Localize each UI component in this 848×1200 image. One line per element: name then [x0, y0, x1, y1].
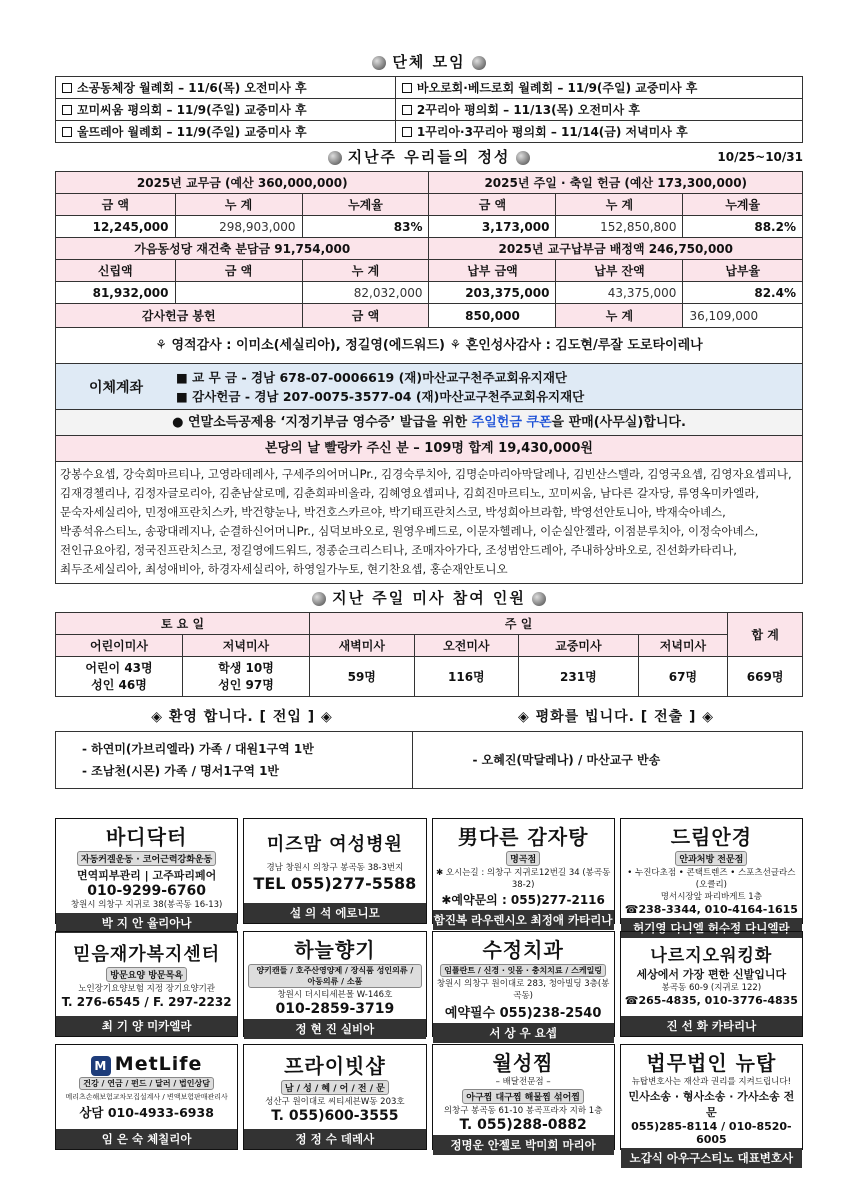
ad-tags: 명곡점	[506, 851, 540, 866]
ad-desc: 면역피부관리 | 고주파리페어	[77, 869, 217, 882]
ad-tags: 양키캔들 / 호주산영양제 / 장식품 성인의류 / 아동의류 / 소품	[248, 964, 421, 988]
main-count: 231명	[519, 657, 639, 697]
ad-name: 드림안경	[670, 825, 753, 849]
group-item: 소공동체장 월례회 – 11/6(목) 오전미사 후	[56, 77, 396, 99]
ad-desc: 창원시 의창구 원이대로 283, 청아빌딩 3층(봉곡동)	[436, 979, 610, 1001]
ad-desc: 메리츠손해보험교차모집설계사 / 변액보험판매관리사	[65, 1093, 228, 1101]
ad-card	[55, 818, 238, 930]
thanks-total: 36,109,000	[683, 304, 803, 328]
ad-card	[620, 931, 803, 1037]
ad-desc: 경남 창원시 의창구 봉곡동 38-3번지	[266, 862, 404, 873]
ad-name: 수정치과	[482, 938, 564, 962]
welcome-item: - 하연미(가브리엘라) 가족 / 대원1구역 1반	[82, 742, 314, 756]
ad-card	[620, 1044, 803, 1165]
ad-tags: 남 / 성 / 혜 / 어 / 전 / 문	[281, 1080, 389, 1095]
sat-evening-count: 성인 97명	[218, 677, 274, 692]
bullet-ball-icon	[372, 56, 386, 70]
build-new: 81,932,000	[56, 282, 176, 304]
col-header: 신립액	[56, 260, 176, 282]
sun-evening-count: 67명	[638, 657, 728, 697]
thanks-line: ⚘ 영적감사 : 이미소(세실리아), 정길영(에드워드) ⚘ 혼인성사감사 : 김도현/루잘 도로타이레나	[55, 328, 803, 364]
farewell-list	[413, 731, 804, 789]
col-header: 누 계	[302, 260, 429, 282]
morning-count: 116명	[414, 657, 519, 697]
ad-card	[55, 931, 238, 1037]
col-header: 누 계	[175, 194, 302, 216]
ad-phone: TEL 055)277-5588	[253, 873, 417, 893]
ad-desc: 의창구 봉곡동 61-10 봉곡프라자 지하 1층	[443, 1106, 603, 1116]
sunday-header: 주 일	[309, 613, 727, 635]
ad-name: 법무법인 뉴탑	[646, 1051, 777, 1075]
ad-phone: ☎265-4835, 010-3776-4835	[624, 994, 798, 1007]
ad-owner: 박 지 안 율리아나	[56, 913, 237, 933]
col-header: 금 액	[429, 194, 556, 216]
ad-owner: 설 의 석 에로니모	[244, 903, 425, 923]
ad-name: 바디닥터	[105, 825, 188, 849]
sat-evening-count: 학생 10명	[218, 660, 274, 675]
transfer-box	[55, 364, 803, 410]
ad-address: 창원시 의창구 지귀로 38(봉곡동 16-13)	[70, 900, 223, 910]
diocese-balance: 43,375,000	[556, 282, 683, 304]
ad-phone: T. 276-6545 / F. 297-2232	[61, 994, 232, 1009]
ad-card	[432, 931, 615, 1040]
child-mass-count: 어린이 43명	[85, 660, 153, 675]
col-header: 교중미사	[519, 635, 639, 657]
coupon-highlight: 주일헌금 쿠폰	[471, 415, 552, 430]
offering-title: 지난주 우리들의 정성 10/25~10/31	[55, 143, 803, 171]
ad-tags: 건강 / 연금 / 펀드 / 달러 / 법인상담	[79, 1077, 214, 1090]
ad-desc: 창원시 더시티세븐몰 W-146호	[277, 990, 393, 1000]
sunday-title: 2025년 주일 · 축일 헌금 (예산 173,300,000)	[429, 172, 803, 194]
ad-card	[432, 818, 615, 927]
ad-owner: 서 상 우 요셉	[433, 1023, 614, 1043]
ad-owner: 임 은 숙 체칠리아	[56, 1129, 237, 1149]
ad-phone: T. 055)288-0882	[459, 1117, 587, 1133]
col-header: 금 액	[302, 304, 429, 328]
offering-period: 10/25~10/31	[717, 150, 803, 164]
group-item: 울뜨레아 월례회 – 11/9(주일) 교중미사 후	[56, 121, 396, 143]
sunday-total: 152,850,800	[556, 216, 683, 238]
group-item: 꼬미씨움 평의회 – 11/9(주일) 교중미사 후	[56, 99, 396, 121]
ad-address: – 배달전문점 –	[495, 1077, 551, 1087]
bullet-ball-icon	[532, 592, 546, 606]
ad-name: 하늘향기	[294, 938, 376, 962]
checkbox-icon	[62, 127, 72, 137]
attendance-table	[55, 612, 803, 697]
ad-desc: • 누진다초점 • 콘택트렌즈 • 스포츠선글라스(오클리)	[627, 868, 796, 890]
col-header: 금 액	[175, 260, 302, 282]
gyomu-rate: 83%	[302, 216, 429, 238]
total-count: 669명	[728, 657, 803, 697]
col-header: 저녁미사	[638, 635, 728, 657]
ads-grid	[55, 818, 803, 1165]
ad-desc: 민사소송 · 형사소송 · 가사소송 전문	[628, 1090, 795, 1119]
ad-phone: 상담 010-4933-6938	[79, 1105, 214, 1120]
ad-owner: 함진복 라우렌시오 최정애 카타리나	[433, 910, 614, 930]
ad-phone: 예약필수 055)238-2540	[444, 1006, 602, 1021]
checkbox-icon	[402, 105, 412, 115]
bullet-ball-icon	[516, 151, 530, 165]
ad-tags: 안과처방 전문점	[675, 851, 747, 866]
transfer-label: 이체계좌	[88, 379, 144, 396]
offering-table	[55, 171, 803, 328]
col-header: 납부율	[683, 260, 803, 282]
saturday-header: 토 요 일	[56, 613, 310, 635]
ad-address: 명서시장앞 파리바게트 1층	[660, 892, 762, 902]
thanks-title: 감사헌금 봉헌	[56, 304, 303, 328]
group-item: 바오로회·베드로회 월례회 – 11/9(주일) 교중미사 후	[395, 77, 802, 99]
ad-owner: 정 정 수 데레사	[244, 1129, 425, 1149]
dawn-count: 59명	[309, 657, 414, 697]
thanks-amount: 850,000	[429, 304, 556, 328]
ad-owner: 최 기 양 미카엘라	[56, 1016, 237, 1036]
col-header: 납부 잔액	[556, 260, 683, 282]
welcome-list	[55, 731, 413, 789]
groups-title	[55, 48, 803, 76]
ad-phone: 010-9299-6760	[87, 883, 207, 899]
ad-card	[243, 818, 426, 924]
ad-tags: 자동커겔운동 · 코어근력강화운동	[77, 851, 216, 866]
col-header: 누 계	[556, 194, 683, 216]
col-header: 누계율	[302, 194, 429, 216]
ad-tags: 세상에서 가장 편한 신발입니다	[636, 968, 787, 981]
ad-name: MetLife	[114, 1053, 203, 1075]
ad-phone: ☎238-3344, 010-4164-1615	[624, 903, 798, 916]
ad-card	[55, 1044, 238, 1150]
ad-name: 나르지오워킹화	[650, 946, 773, 966]
ad-name: 믿음재가복지센터	[73, 943, 221, 965]
gyomu-amount: 12,245,000	[56, 216, 176, 238]
welcome-title: ◈ 환영 합니다. [ 전입 ] ◈	[151, 709, 333, 725]
checkbox-icon	[62, 83, 72, 93]
ad-name: 프라이빗샵	[284, 1054, 386, 1078]
ad-desc: ✱ 오시는길 : 의창구 지귀로12번길 34 (봉곡동 38-2)	[435, 868, 611, 890]
groups-table	[55, 76, 803, 143]
ad-name: 男다른 감자탕	[457, 825, 589, 849]
ad-card	[432, 1044, 615, 1150]
ad-phone: 010-2859-3719	[275, 1001, 395, 1017]
welcome-item: - 조남천(시몬) 가족 / 명서1구역 1반	[82, 764, 280, 778]
ad-phone: 055)285-8114 / 010-8520-6005	[631, 1120, 792, 1146]
farewell-item: - 오혜진(막달레나) / 마산교구 반송	[472, 753, 661, 767]
groups-title-text: 단체 모임	[392, 53, 466, 71]
bullet-ball-icon	[312, 592, 326, 606]
ad-phone: ✱예약문의 : 055)277-2116	[441, 893, 605, 907]
ad-desc: 노인장기요양보험 지정 장기요양기관	[78, 983, 216, 994]
col-header: 어린이미사	[56, 635, 183, 657]
col-header: 오전미사	[414, 635, 519, 657]
sunday-rate: 88.2%	[683, 216, 803, 238]
ad-tags: 방문요양 방문목욕	[106, 967, 187, 982]
coupon-notice: ● 연말소득공제용 ‘지정기부금 영수증’ 발급을 위한 주일헌금 쿠폰을 판매(사무실)합니다.	[55, 410, 803, 436]
checkbox-icon	[62, 105, 72, 115]
col-header: 저녁미사	[182, 635, 309, 657]
ad-owner: 노갑식 아우구스티노 대표변호사	[621, 1148, 802, 1168]
col-header: 누 계	[556, 304, 683, 328]
ad-owner: 정 현 진 실비아	[244, 1019, 425, 1039]
ad-owner: 진 선 화 카타리나	[621, 1016, 802, 1036]
build-title: 가음동성당 재건축 분담금 91,754,000	[56, 238, 429, 260]
ad-name: 미즈맘 여성병원	[266, 833, 403, 855]
ad-desc: 성산구 원이대로 씨티세븐W동 203호	[265, 1097, 405, 1107]
ad-tags: 임플란트 / 신경 · 잇몸 · 충치치료 / 스케일링	[440, 964, 606, 977]
transfer-line: ■ 감사헌금 - 경남 207-0075-3577-04 (재)마산교구천주교회유지재단	[176, 389, 585, 404]
donor-title: 본당의 날 빨랑카 주신 분 – 109명 합계 19,430,000원	[55, 436, 803, 462]
ad-card	[243, 931, 426, 1037]
ad-card	[243, 1044, 426, 1150]
gyomu-title: 2025년 교무금 (예산 360,000,000)	[56, 172, 429, 194]
total-header: 합 계	[728, 613, 803, 657]
group-item: 2꾸리아 평의회 – 11/13(목) 오전미사 후	[395, 99, 802, 121]
ad-phone: T. 055)600-3555	[271, 1108, 399, 1124]
col-header: 새벽미사	[309, 635, 414, 657]
gyomu-total: 298,903,000	[175, 216, 302, 238]
checkbox-icon	[402, 83, 412, 93]
group-item: 1꾸리아·3꾸리아 평의회 – 11/14(금) 저녁미사 후	[395, 121, 802, 143]
donor-names: 강봉수요셉, 강숙희마르티나, 고영라데레사, 구세주의어머니Pr., 김경숙루치아, 김명순마리아막달레나, 김빈산스텔라, 김영국요셉, 김영자요셉피나, 김재경첼리나, 김정자글로리아, 김춘남살로메, 김춘희파비올라, 김혜영요셉피나, 김희진마르티노, 꼬미씨움, 남다른 갈자당, 류영옥미카엘라, 문숙자세실리아, 민정애프란치스카, 박건향눈나, 박건호스카르야, 박기태프란치스코, 박성희아브라함, 박영선안토니아, 박재숙아녜스, 박종석유스티노, 송광대레지나, 순결하신어머니Pr., 심덕보바오로, 원영우베드로, 이문자헬레나, 이순실안젤라, 이점분루치아, 이정숙아녜스, 전인규요아킴, 정국진프란치스코, 정길영에드워드, 정종순크리스티나, 조매자아가다, 조성범안드레아, 주내하상바오로, 진선화카타리나, 최두조세실리아, 최성애비아, 하경자세실리아, 하영일가누토, 현기찬요셉, 홍순재안토니오	[55, 462, 803, 584]
bullet-ball-icon	[472, 56, 486, 70]
attendance-title: 지난 주일 미사 참여 인원	[55, 584, 803, 612]
ad-owner: 정명운 안젤로 박미희 마리아	[433, 1135, 614, 1155]
diocese-paid: 203,375,000	[429, 282, 556, 304]
checkbox-icon	[402, 127, 412, 137]
ad-name: 월성찜	[492, 1051, 554, 1075]
build-amount	[175, 282, 302, 304]
child-mass-count: 성인 46명	[91, 677, 147, 692]
ad-tags: 뉴탑변호사는 재산과 권리를 지켜드립니다!	[631, 1077, 792, 1087]
bullet-ball-icon	[328, 151, 342, 165]
col-header: 누계율	[683, 194, 803, 216]
diocese-title: 2025년 교구납부금 배정액 246,750,000	[429, 238, 803, 260]
ad-card	[620, 818, 803, 935]
farewell-title: ◈ 평화를 빕니다. [ 전출 ] ◈	[517, 709, 715, 725]
ad-desc: 봉곡동 60-9 (지귀로 122)	[661, 983, 762, 993]
col-header: 납부 금액	[429, 260, 556, 282]
transfer-line: ■ 교 무 금 - 경남 678-07-0006619 (재)마산교구천주교회유지재단	[176, 370, 567, 385]
sunday-amount: 3,173,000	[429, 216, 556, 238]
diocese-rate: 82.4%	[683, 282, 803, 304]
ad-tags: 아구찜 대구찜 해물찜 섞어찜	[462, 1089, 584, 1104]
ad-owner: 허기영 다니엘 허수정 다니엘라	[621, 918, 802, 938]
metlife-logo-icon: M	[91, 1056, 111, 1076]
col-header: 금 액	[56, 194, 176, 216]
build-total: 82,032,000	[302, 282, 429, 304]
